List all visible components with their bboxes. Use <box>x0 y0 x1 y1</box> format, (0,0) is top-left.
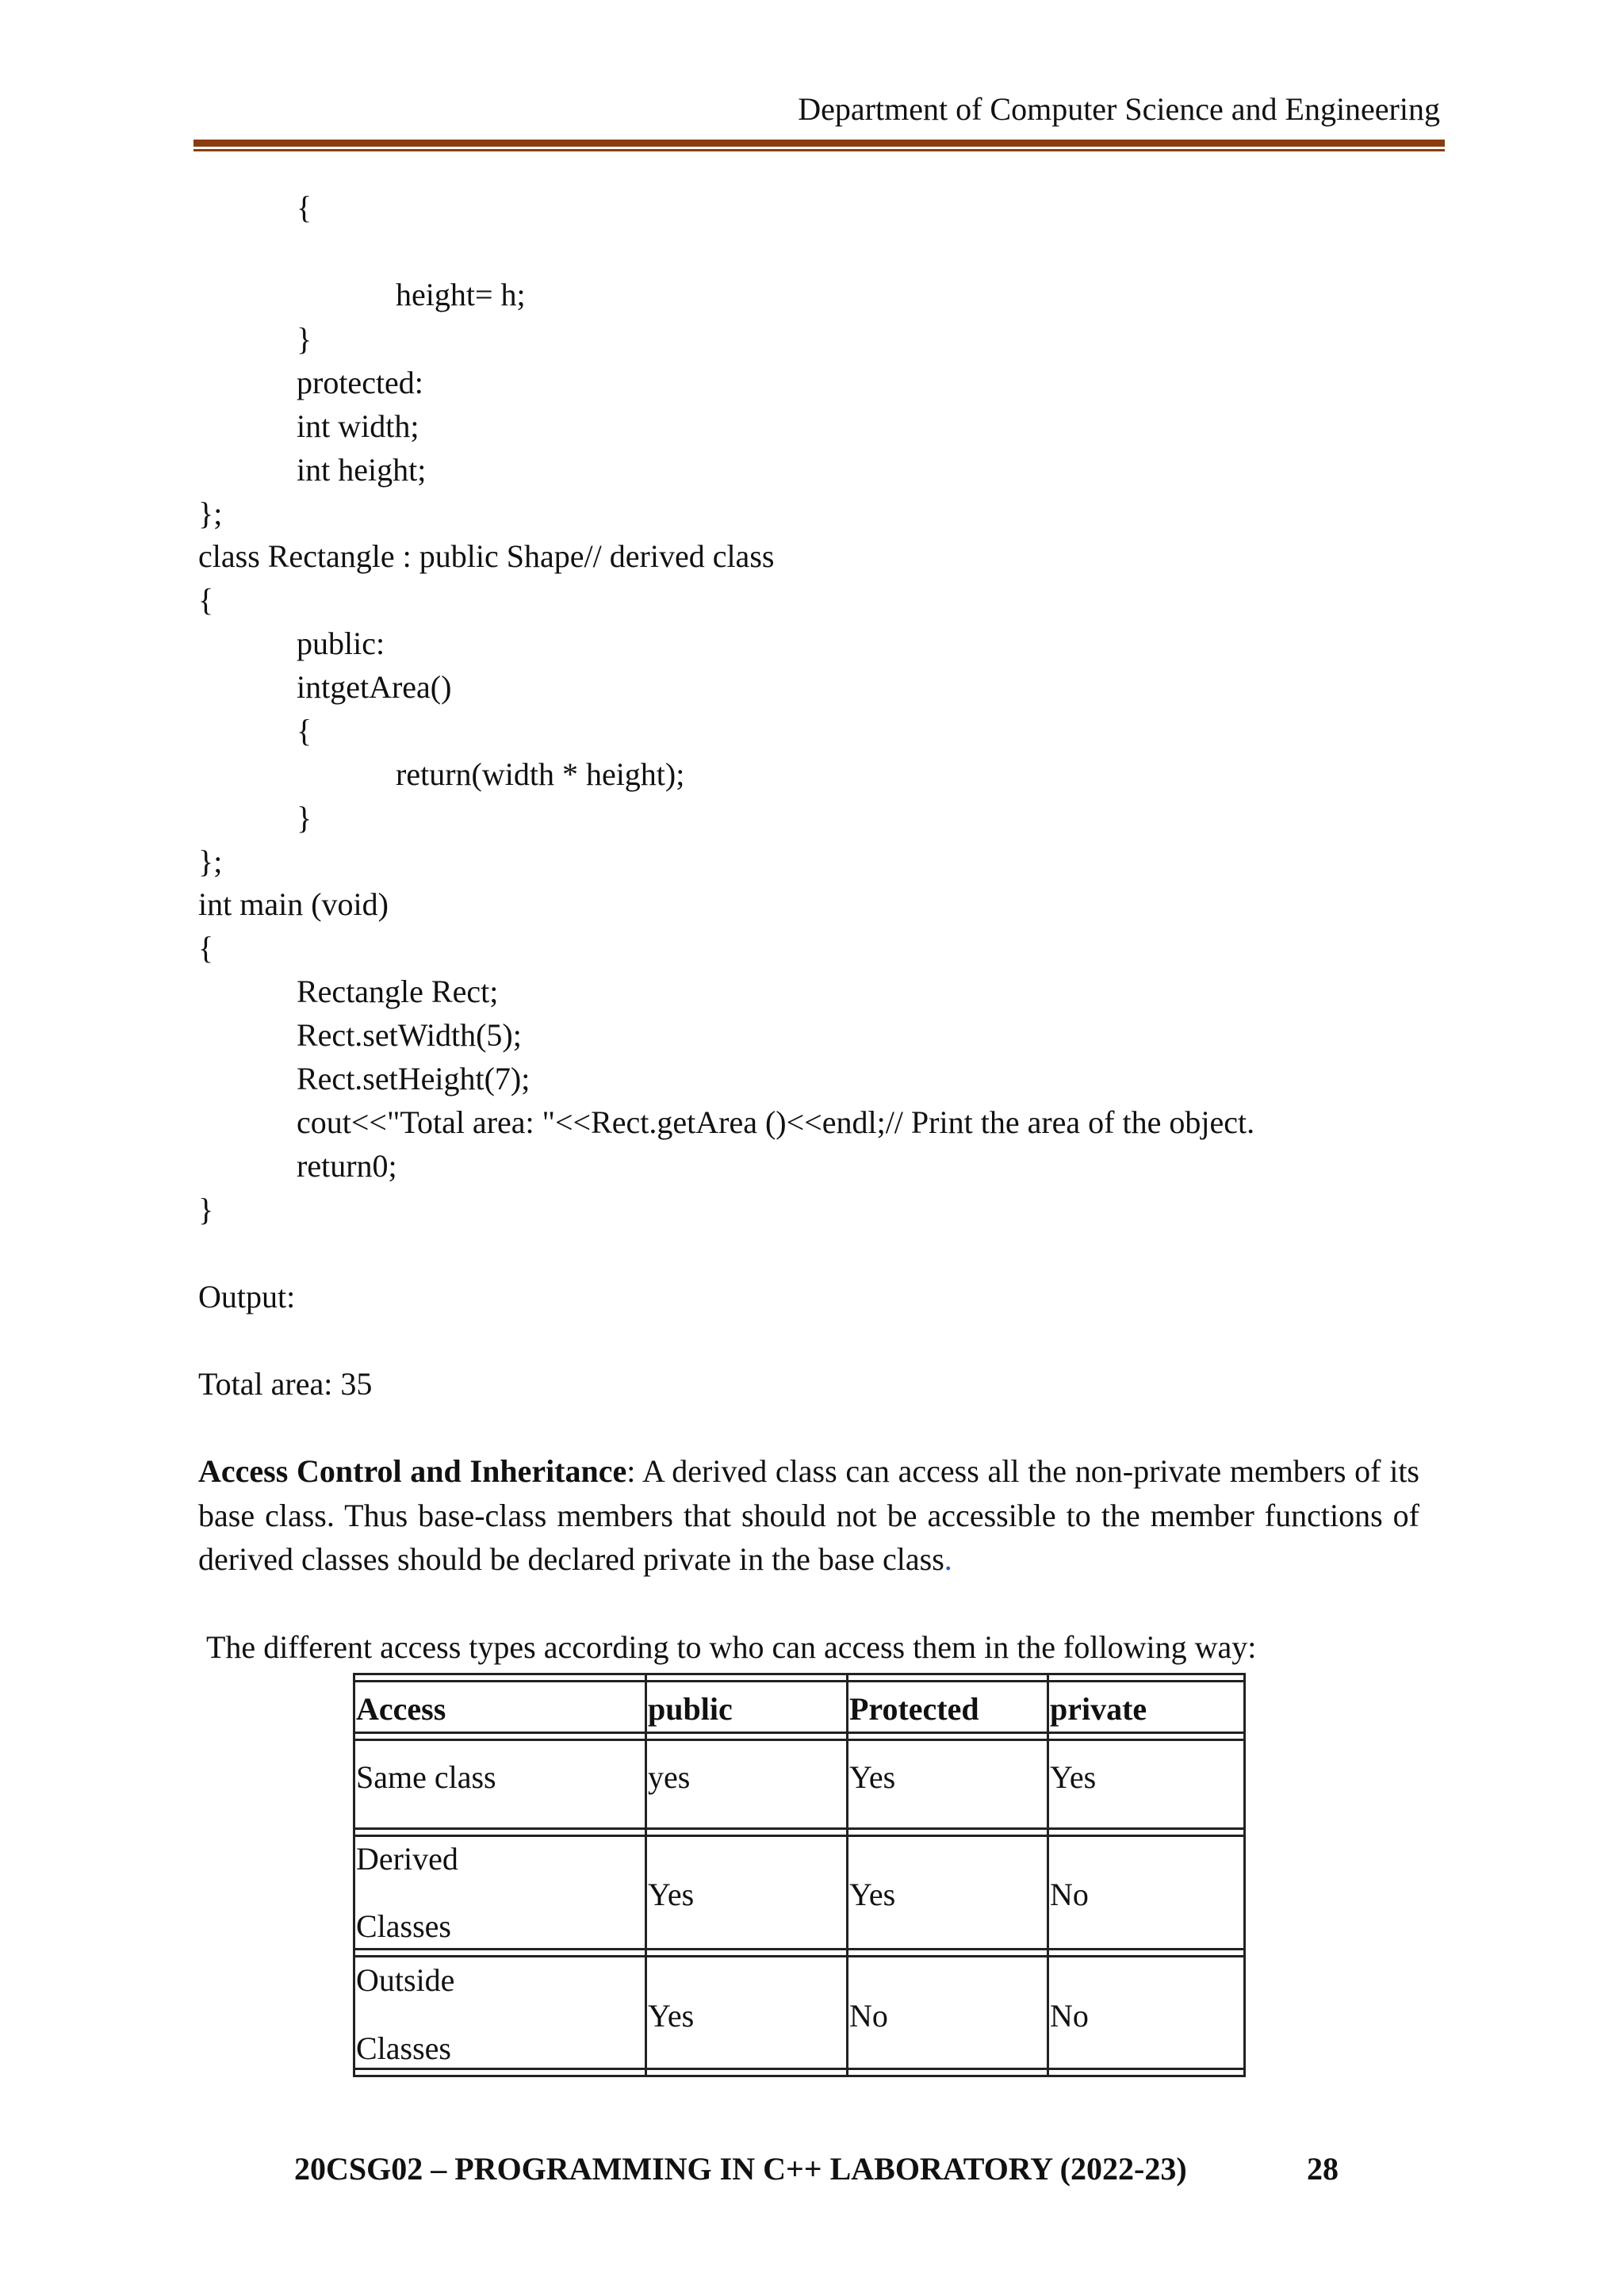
code-line: return0; <box>297 1148 397 1184</box>
table-cell: Yes <box>849 1759 896 1795</box>
code-line: Rect.setWidth(5); <box>297 1017 522 1053</box>
access-control-body: : A derived class can access all the non-private members of its base class. Thus base-class members that should not be accessible to the member functions of derived classes should be declared private in the base class <box>198 1453 1419 1577</box>
course-footer: 20CSG02 – PROGRAMMING IN C++ LABORATORY (2022-23) <box>294 2151 1187 2187</box>
table-cell: No <box>1050 1877 1089 1912</box>
code-line: Rect.setHeight(7); <box>297 1061 530 1096</box>
code-line: protected: <box>297 365 423 400</box>
table-rule <box>1047 1673 1049 2077</box>
table-rule <box>846 1673 848 2077</box>
code-line: { <box>297 713 312 748</box>
table-rule <box>353 2068 1246 2070</box>
code-line: { <box>198 930 214 966</box>
table-row-label: Outside <box>356 1962 455 1998</box>
code-line: }; <box>198 844 223 879</box>
code-line: intgetArea() <box>297 669 452 705</box>
table-row-label: Derived <box>356 1841 458 1877</box>
table-cell: No <box>849 1998 888 2034</box>
table-rule <box>353 2075 1246 2077</box>
table-cell: Yes <box>849 1877 896 1912</box>
table-rule <box>645 1673 647 2077</box>
table-cell: yes <box>648 1759 691 1795</box>
table-row-label: Classes <box>356 1908 451 1944</box>
table-rule <box>353 1739 1246 1741</box>
code-line: Rectangle Rect; <box>297 974 499 1009</box>
table-header: private <box>1050 1691 1147 1727</box>
code-line: } <box>198 1192 214 1227</box>
table-cell: No <box>1050 1998 1089 2034</box>
code-line: }; <box>198 496 223 531</box>
table-rule <box>353 1673 1246 1675</box>
access-types-intro: The different access types according to who can access them in the following way: <box>206 1629 1257 1665</box>
table-header: public <box>648 1691 733 1727</box>
code-line: int height; <box>297 452 427 488</box>
code-line: { <box>297 189 312 225</box>
table-rule <box>353 1827 1246 1830</box>
table-cell: Yes <box>648 1998 695 2034</box>
code-line: class Rectangle : public Shape// derived class <box>198 538 775 574</box>
table-row-label: Same class <box>356 1759 496 1795</box>
table-rule <box>353 1955 1246 1957</box>
code-line: int main (void) <box>198 886 389 922</box>
table-rule <box>353 1835 1246 1837</box>
access-control-period: . <box>944 1541 952 1577</box>
table-rule <box>353 1673 355 2077</box>
code-line: { <box>198 582 214 618</box>
table-cell: Yes <box>1050 1759 1097 1795</box>
access-control-paragraph <box>198 1449 1419 1582</box>
code-line: public: <box>297 626 385 661</box>
header-rule <box>193 140 1445 147</box>
table-header: Protected <box>849 1691 979 1727</box>
header-rule-thin <box>193 149 1445 151</box>
table-cell: Yes <box>648 1877 695 1912</box>
table-rule <box>353 1732 1246 1734</box>
code-line: height= h; <box>396 277 526 312</box>
department-header: Department of Computer Science and Engineering <box>798 91 1440 127</box>
code-line: } <box>297 800 312 836</box>
code-line: return(width * height); <box>396 756 685 792</box>
table-rule <box>353 1680 1246 1682</box>
table-rule <box>1243 1673 1246 2077</box>
table-rule <box>353 1948 1246 1950</box>
table-row-label: Classes <box>356 2030 451 2066</box>
access-control-heading: Access Control and Inheritance <box>198 1453 627 1489</box>
output-value: Total area: 35 <box>198 1366 373 1402</box>
table-header: Access <box>356 1691 446 1727</box>
code-line: int width; <box>297 408 419 444</box>
page-number: 28 <box>1307 2151 1339 2187</box>
code-line: cout<<"Total area: "<<Rect.getArea ()<<endl;// Print the area of the object. <box>297 1104 1255 1140</box>
access-table <box>353 1673 1246 2077</box>
output-label: Output: <box>198 1279 296 1314</box>
code-line: } <box>297 321 312 357</box>
